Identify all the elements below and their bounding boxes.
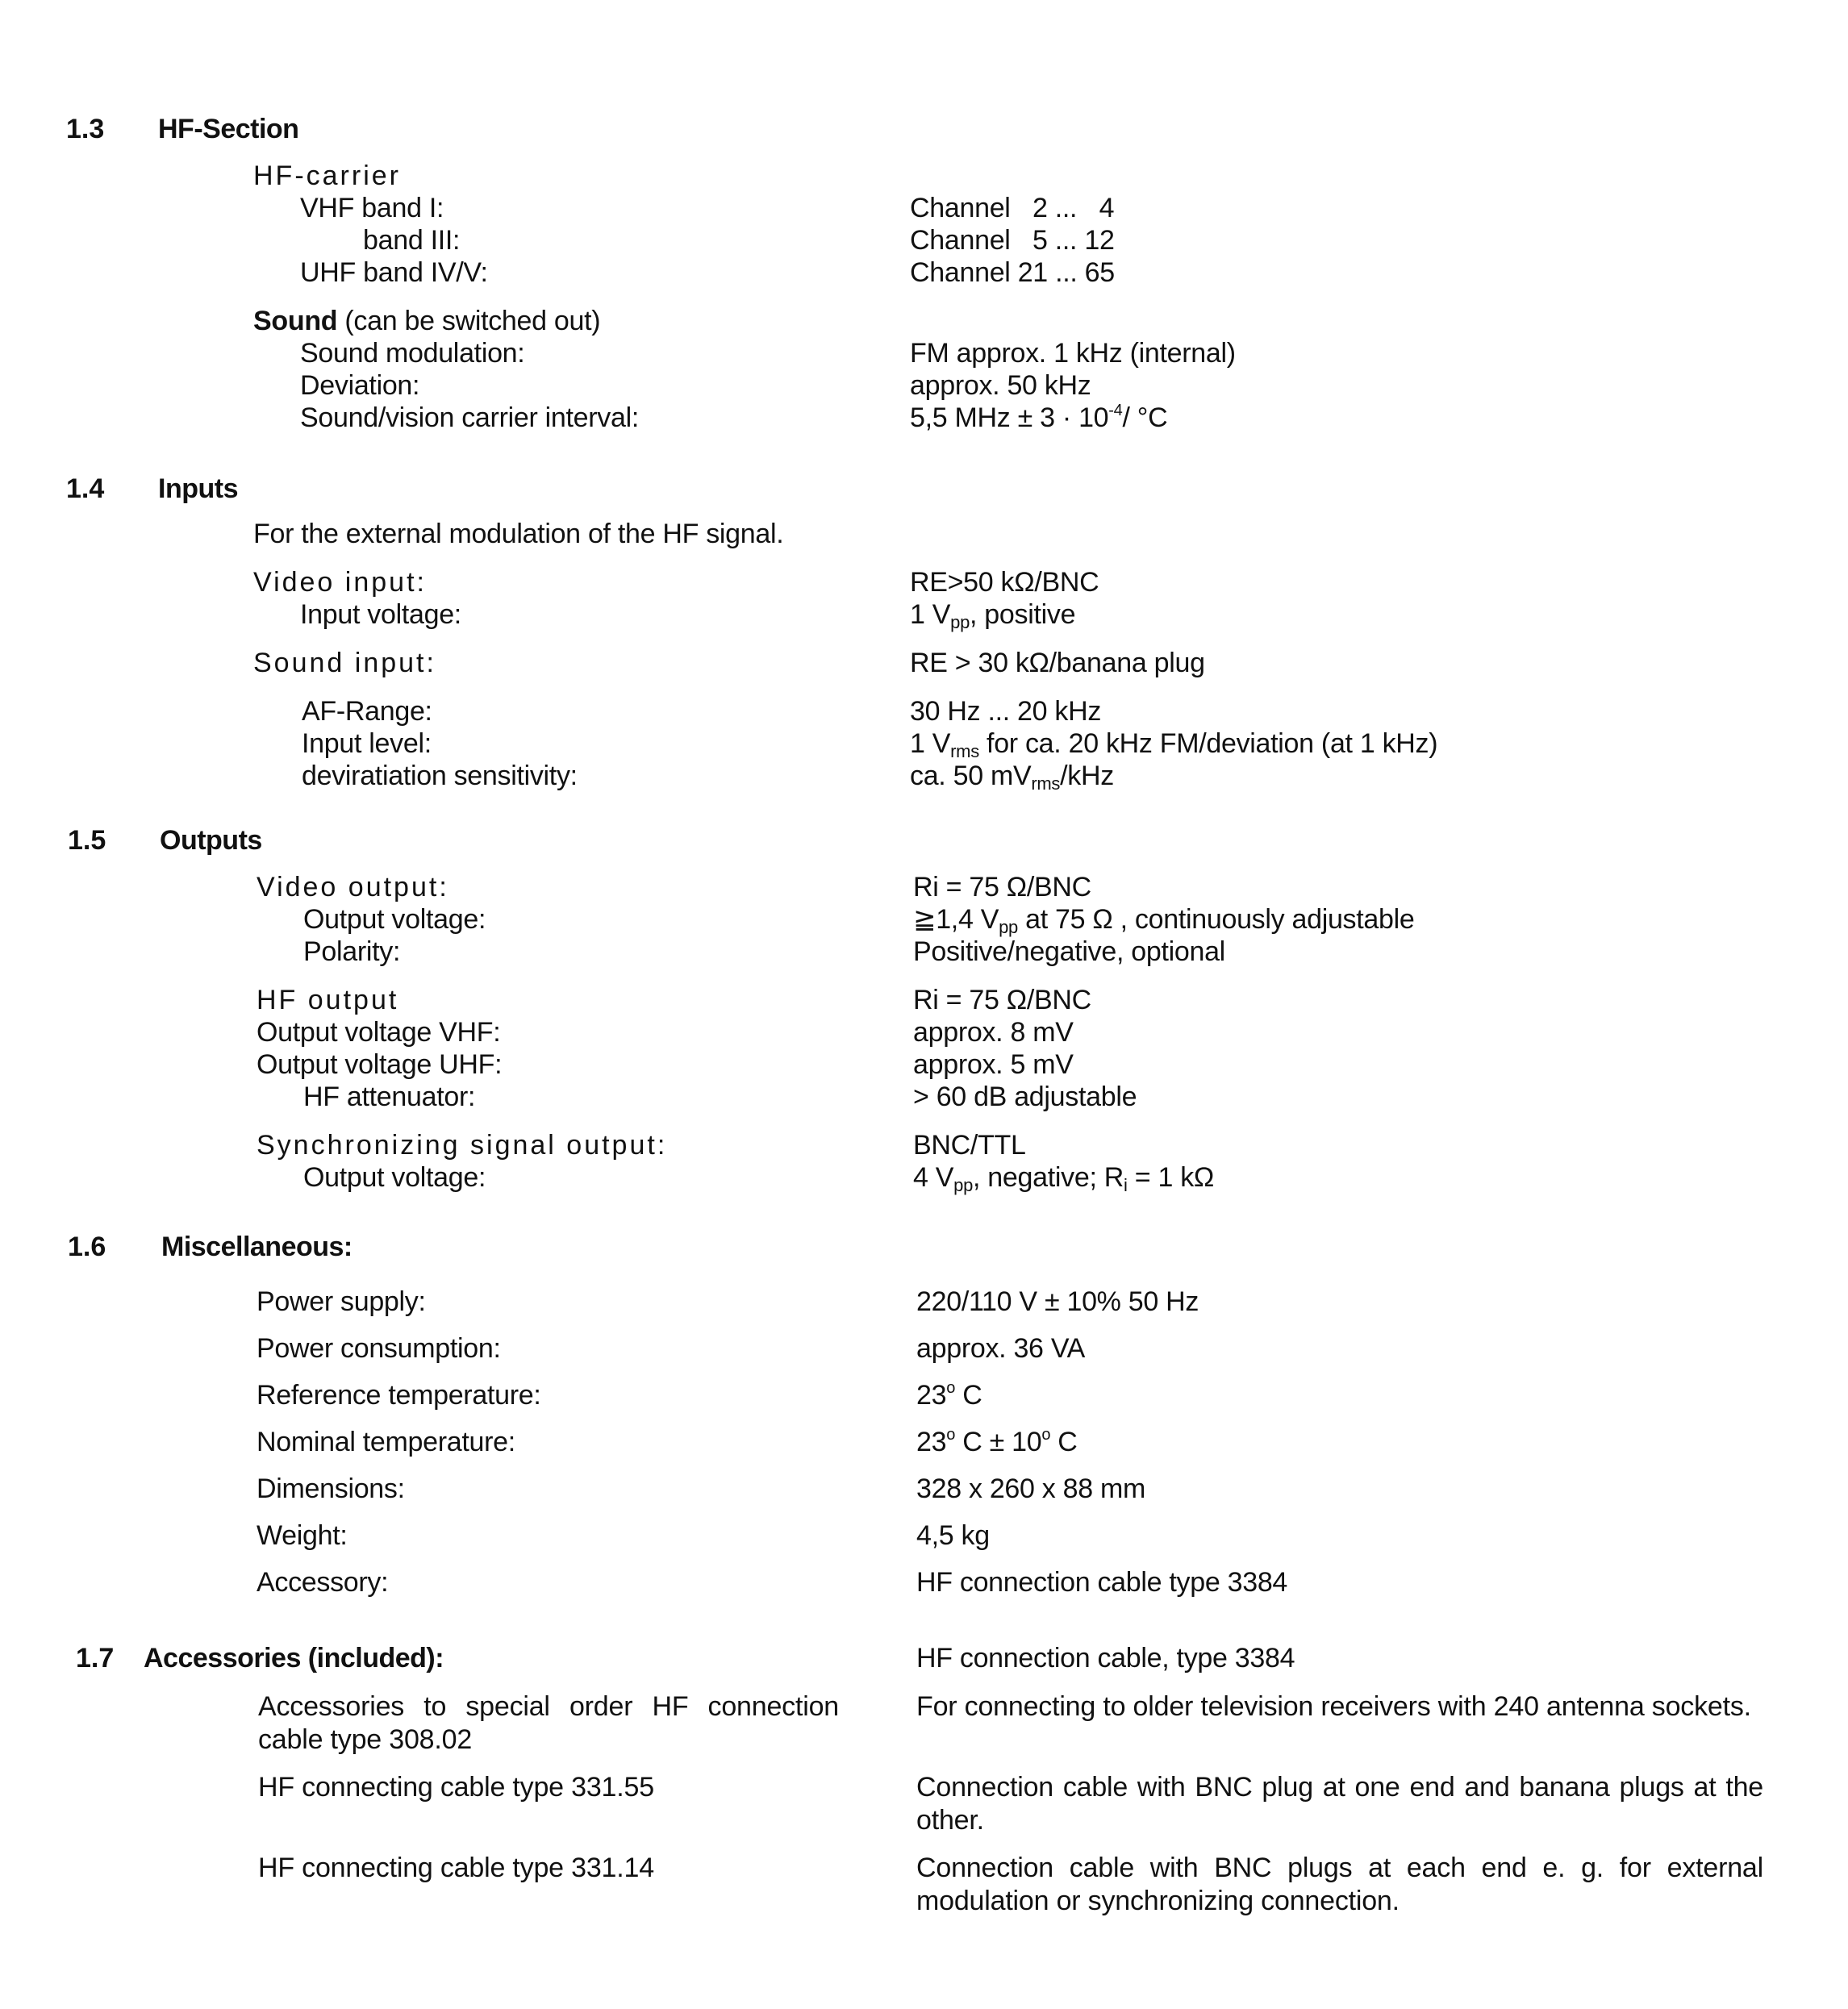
value-part: C [1050,1427,1078,1457]
spec-value: HF connection cable type 3384 [916,1567,1288,1598]
spec-label: HF attenuator: [303,1082,476,1112]
spec-value [916,1379,982,1411]
spec-value: Ri = 75 Ω/BNC [913,872,1091,902]
spec-label: deviratiation sensitivity: [302,761,578,791]
spec-label: Dimensions: [257,1473,405,1504]
spec-value: approx. 8 mV [913,1017,1074,1048]
section-number: 1.7 [76,1643,115,1673]
section-number: 1.5 [68,825,106,856]
spec-value [910,727,1437,760]
value-part: 23 [916,1380,947,1411]
section-title: Inputs [158,473,238,504]
spec-label: Reference temperature: [257,1380,541,1411]
spec-value: HF connection cable, type 3384 [916,1643,1295,1673]
spec-value: RE>50 kΩ/BNC [910,567,1099,598]
spec-value [913,903,1415,936]
spec-label: HF output [257,985,399,1015]
accessory-label: HF connecting cable type 331.55 [258,1772,654,1803]
spec-value: Channel 2 ... 4 [910,193,1115,223]
spec-label: AF-Range: [302,696,432,727]
sound-note: (can be switched out) [337,306,601,336]
spec-value: approx. 50 kHz [910,370,1091,401]
spec-value: Ri = 75 Ω/BNC [913,985,1091,1015]
value-part: ca. 50 mV [910,761,1032,791]
spec-label: UHF band IV/V: [300,257,488,288]
sound-subheading [253,305,600,337]
section-number: 1.3 [66,114,105,144]
spec-value: approx. 5 mV [913,1049,1074,1080]
spec-label: Deviation: [300,370,420,401]
value-subscript: pp [950,612,970,632]
spec-label: Sound/vision carrier interval: [300,402,639,433]
value-part: 4 V [913,1162,954,1193]
value-superscript: o [1041,1426,1051,1444]
spec-label: Video input: [253,567,427,598]
value-superscript: o [946,1426,956,1444]
value-part: at 75 Ω , continuously adjustable [1017,904,1415,935]
spec-label: Synchronizing signal output: [257,1130,668,1161]
value-part: 1 V [910,599,951,630]
value-part: C [955,1380,982,1411]
spec-value: 220/110 V ± 10% 50 Hz [916,1286,1199,1317]
spec-value: 4,5 kg [916,1520,990,1551]
spec-value [913,1161,1214,1194]
section-title: HF-Section [158,114,299,144]
value-part: , positive [970,599,1076,630]
section-title: Outputs [160,825,262,856]
accessory-description: Connection cable with BNC plugs at each end e. g. for external modulation or synchronizing connection. [916,1853,1763,1916]
spec-label: Weight: [257,1520,348,1551]
value-subscript: rms [1031,773,1061,794]
value-subscript: pp [999,917,1018,937]
spec-label: Accessory: [257,1567,389,1598]
spec-label: Output voltage: [303,904,486,935]
value-part: = 1 kΩ [1127,1162,1215,1193]
spec-value: approx. 36 VA [916,1333,1086,1364]
spec-label: Output voltage VHF: [257,1017,501,1048]
accessory-description: Connection cable with BNC plug at one end and banana plugs at the other. [916,1772,1763,1836]
spec-value: BNC/TTL [913,1130,1026,1161]
section-title: Miscellaneous: [161,1232,352,1262]
spec-label: Output voltage UHF: [257,1049,503,1080]
value-superscript: o [946,1379,956,1397]
section-title: Accessories (included): [144,1643,444,1673]
spec-label: Input level: [302,728,432,759]
value-part: ≧1,4 V [913,904,999,935]
value-part: /kHz [1060,761,1114,791]
value-part: 23 [916,1427,947,1457]
sound-bold: Sound [253,306,338,336]
section-number: 1.4 [66,473,105,504]
spec-value: RE > 30 kΩ/banana plug [910,648,1205,678]
section-intro: For the external modulation of the HF signal. [253,519,784,549]
spec-value: 30 Hz ... 20 kHz [910,696,1102,727]
spec-value: > 60 dB adjustable [913,1082,1137,1112]
accessory-label: Accessories to special order HF connection cable type 308.02 [258,1691,839,1755]
spec-label: Power consumption: [257,1333,501,1364]
spec-value: Channel 21 ... 65 [910,257,1115,288]
spec-label: Sound modulation: [300,338,525,369]
spec-label: VHF band I: [300,193,444,223]
spec-value: Positive/negative, optional [913,936,1225,967]
hf-carrier-label: HF-carrier [253,160,401,191]
accessory-description: For connecting to older television receivers with 240 antenna sockets. [916,1691,1751,1722]
value-part: , negative; R [973,1162,1124,1193]
spec-value: 328 x 260 x 88 mm [916,1473,1146,1504]
spec-label: Sound input: [253,648,436,678]
accessory-label: HF connecting cable type 331.14 [258,1853,654,1883]
value-part: for ca. 20 kHz FM/deviation (at 1 kHz) [978,728,1438,759]
spec-value [910,760,1114,792]
spec-label: Nominal temperature: [257,1427,515,1457]
value-part: / °C [1122,402,1168,433]
spec-label: Power supply: [257,1286,426,1317]
spec-label: Video output: [257,872,449,902]
value-subscript: pp [953,1175,974,1195]
value-subscript: rms [950,741,979,761]
spec-value [910,402,1167,434]
spec-label: Polarity: [303,936,401,967]
value-part: 5,5 MHz ± 3 · 10 [910,402,1109,433]
spec-value: FM approx. 1 kHz (internal) [910,338,1236,369]
spec-label: Output voltage: [303,1162,486,1193]
value-superscript: -4 [1108,402,1123,419]
spec-label: Input voltage: [300,599,461,630]
spec-value: Channel 5 ... 12 [910,225,1115,256]
section-number: 1.6 [68,1232,106,1262]
spec-value [910,598,1075,631]
value-subscript: i [1124,1175,1128,1195]
spec-label: band III: [363,225,461,256]
spec-value [916,1426,1078,1458]
value-part: 1 V [910,728,951,759]
value-part: C ± 10 [955,1427,1042,1457]
